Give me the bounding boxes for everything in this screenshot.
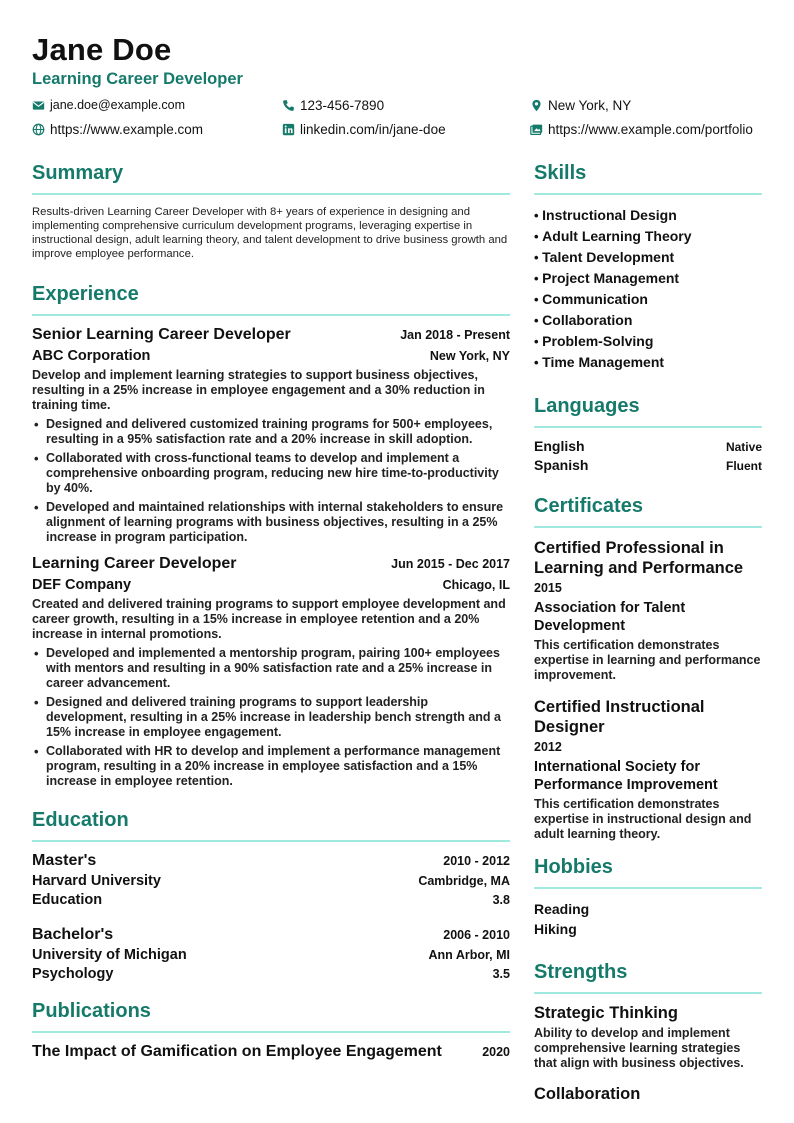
phone-icon [282,99,295,112]
certificate-entry [534,538,762,683]
certificate-year: 2012 [534,740,562,754]
contact-phone[interactable] [282,98,384,113]
job-bullet: • Developed and maintained relationships with internal stakeholders to ensure alignment of learning programs with business objectives, resulting in a 25% increase in program participation. [32,500,510,545]
location-text: New York, NY [548,98,632,113]
field-of-study: Psychology [32,966,114,982]
map-pin-icon [530,99,543,112]
gpa: 3.5 [492,967,510,981]
strength-name: Collaboration [534,1085,641,1103]
contact-linkedin[interactable] [282,122,446,137]
skills-heading: Skills [534,162,762,195]
degree: Master's [32,852,97,869]
job-location: Chicago, IL [442,578,510,592]
hobby-item: Reading [534,901,590,917]
degree: Bachelor's [32,926,114,943]
certificate-entry [534,697,762,842]
strengths-heading: Strengths [534,961,762,994]
education-dates: 2006 - 2010 [443,928,510,942]
experience-heading: Experience [32,283,510,316]
field-of-study: Education [32,892,103,908]
job-bullet: • Developed and implemented a mentorship program, pairing 100+ employees with mentors and resulting in a 90% satisfaction rate and a 25% increase in career advancement. [32,646,510,691]
skill-item: • Instructional Design [534,205,762,226]
school: University of Michigan [32,947,187,963]
language-level: Native [725,440,762,454]
contact-email[interactable] [32,98,185,112]
linkedin-icon [282,123,295,136]
job-bullet: • Collaborated with cross-functional teams to develop and implement a comprehensive onboarding program, reducing new hire time-to-productivity by 40%. [32,451,510,496]
education-heading: Education [32,809,510,842]
contact-portfolio[interactable] [530,122,753,137]
certificate-year: 2015 [534,581,562,595]
skill-item: • Communication [534,289,762,310]
skills-list [534,205,762,373]
portfolio-icon [530,123,543,136]
job-title: Learning Career Developer [32,555,237,572]
certificate-title: Certified Professional in Learning and Performance [534,539,744,577]
skill-item: • Project Management [534,268,762,289]
publication-title: The Impact of Gamification on Employee Engagement [32,1043,442,1060]
name-heading: Jane Doe [32,32,172,67]
certificate-org: International Society for Performance Improvement [534,759,718,793]
education-entry [32,926,510,982]
skill-item: • Problem-Solving [534,331,762,352]
skill-item: • Collaboration [534,310,762,331]
contact-location [530,98,631,113]
job-location: New York, NY [429,349,510,363]
certificate-org: Association for Talent Development [534,600,686,634]
job-title: Senior Learning Career Developer [32,326,291,343]
summary-heading: Summary [32,162,510,195]
summary-text: Results-driven Learning Career Developer with 8+ years of experience in designing and implementing comprehensive curriculum development programs, leveraging expertise in instructional design, adult learning theory, and talent development to drive business growth and improve employee performance. [32,206,508,260]
certificate-description: This certification demonstrates expertise in learning and performance improvement. [534,638,761,682]
language-name: English [534,438,585,454]
skill-item: • Talent Development [534,247,762,268]
job-dates: Jun 2015 - Dec 2017 [391,557,510,571]
publication-year: 2020 [482,1045,510,1059]
school-location: Ann Arbor, MI [428,948,510,962]
phone-text: 123-456-7890 [300,98,385,113]
language-item [534,438,762,454]
role-subtitle: Learning Career Developer [32,70,243,88]
language-item [534,457,762,473]
education-dates: 2010 - 2012 [443,854,510,868]
hobbies-heading: Hobbies [534,856,762,889]
portfolio-text: https://www.example.com/portfolio [548,122,753,137]
hobby-item: Hiking [534,921,577,937]
languages-heading: Languages [534,395,762,428]
email-text: jane.doe@example.com [50,98,185,112]
job-bullet: • Designed and delivered training programs to support leadership development, resulting in a 25% increase in leadership bench strength and a 15% increase in employee engagement. [32,695,510,740]
job-bullets [32,646,510,789]
strength-description: Ability to develop and implement comprehensive learning strategies that align with business objectives. [534,1026,744,1070]
job-bullet: • Designed and delivered customized training programs for 500+ employees, resulting in a 95% satisfaction rate and a 20% increase in skill adoption. [32,417,510,447]
left-column [32,162,510,1061]
certificates-heading: Certificates [534,495,762,528]
school-location: Cambridge, MA [418,874,510,888]
right-column [534,162,762,1104]
email-icon [32,99,45,112]
language-name: Spanish [534,457,589,473]
certificate-description: This certification demonstrates expertise in instructional design and adult learning theory. [534,797,752,841]
publications-heading: Publications [32,1000,510,1033]
publication-entry [32,1043,510,1061]
certificate-title: Certified Instructional Designer [534,698,705,736]
globe-icon [32,123,45,136]
contact-website[interactable] [32,122,203,137]
job-company: DEF Company [32,577,132,593]
languages-list [534,438,762,473]
website-text: https://www.example.com [50,122,204,137]
education-entry [32,852,510,908]
language-level: Fluent [726,459,762,473]
linkedin-text: linkedin.com/in/jane-doe [300,122,446,137]
job-description: Develop and implement learning strategies to support business objectives, resulting in a 25% increase in employee engagement and a 30% reduction in training time. [32,368,485,412]
gpa: 3.8 [492,893,510,907]
job-company: ABC Corporation [32,348,151,364]
job-entry [32,555,510,789]
hobbies-list [534,899,762,939]
strength-name: Strategic Thinking [534,1004,678,1022]
job-bullet: • Collaborated with HR to develop and implement a performance management program, resulting in a 20% increase in employee satisfaction and a 15% increase in employee retention. [32,744,510,789]
school: Harvard University [32,873,161,889]
job-dates: Jan 2018 - Present [400,328,510,342]
job-bullets [32,417,510,545]
job-description: Created and delivered training programs to support employee development and career growth, resulting in a 15% increase in employee retention and a 20% increase in internal promotions. [32,597,506,641]
skill-item: • Time Management [534,352,762,373]
skill-item: • Adult Learning Theory [534,226,762,247]
job-entry [32,326,510,545]
